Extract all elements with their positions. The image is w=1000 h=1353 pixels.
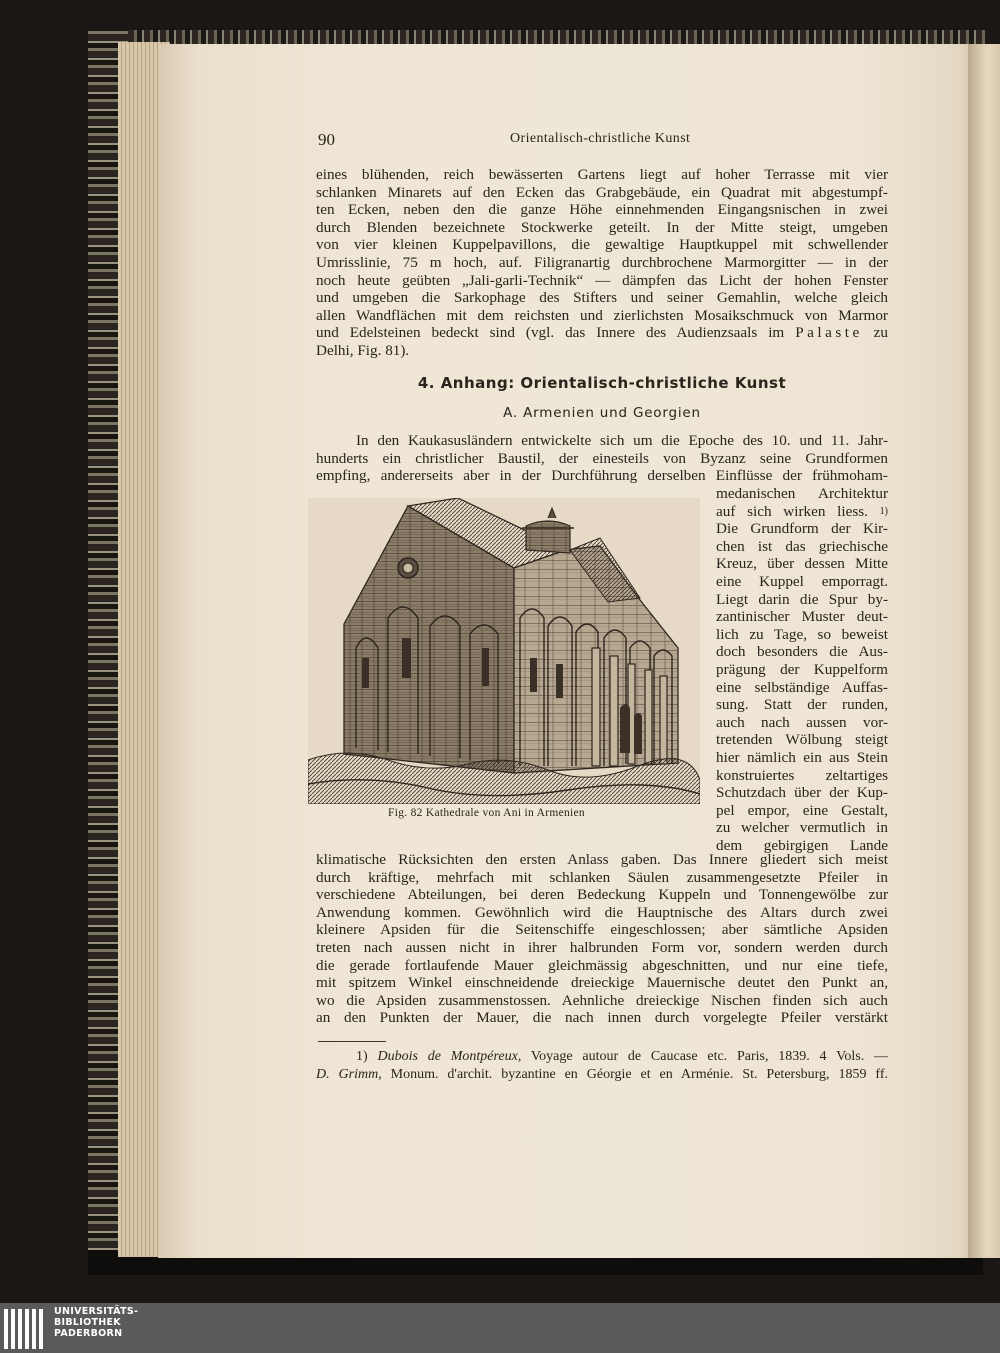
text-line: pel empor, eine Gestalt,: [716, 801, 888, 819]
text-line: doch besonders die Aus-: [716, 643, 888, 661]
text-fragment: und Edelsteinen bedeckt sind (vgl. das Innere des Audienzsaals im: [316, 324, 796, 342]
text-line: klimatische Rücksichten den ersten Anlass gaben. Das Innere gliedert sich meist: [316, 851, 888, 868]
text-line: lich zu Tage, so beweist: [716, 625, 888, 643]
cathedral-engraving-figure: [308, 498, 700, 804]
text-line: auch nach aussen vor-: [716, 713, 888, 731]
text-line: hier nämlich ein aus Stein: [716, 748, 888, 766]
text-line: eine Kuppel emporragt.: [716, 572, 888, 590]
library-name-line3: PADERBORN: [54, 1328, 123, 1339]
text-line: ten Ecken, neben den die ganze Höhe einnehmenden Eingangsnischen in zwei: [316, 201, 888, 219]
figure-caption: Fig. 82 Kathedrale von Ani in Armenien: [388, 807, 585, 819]
text-line: hunderts ein christlicher Baustil, der einesteils von Byzanz seine Grundformen: [316, 449, 888, 467]
text-line: konstruiertes zeltartiges: [716, 766, 888, 784]
text-line: In den Kaukasusländern entwickelte sich um die Epoche des 10. und 11. Jahr-: [356, 432, 888, 449]
text-line: zantinischer Muster deut-: [716, 608, 888, 626]
text-line: durch Blenden bezeichnete Stockwerke geteilt. In der Mitte steigt, umgeben: [316, 218, 888, 236]
library-name-line1: UNIVERSITÄTS-: [54, 1306, 139, 1317]
text-line: prägung der Kuppelform: [716, 660, 888, 678]
running-title: Orientalisch-christliche Kunst: [510, 131, 691, 146]
library-logo-icon: [4, 1305, 48, 1349]
footnote-line: [316, 1048, 888, 1066]
next-page-edge: [968, 44, 1000, 1258]
text-line: medanischen Architektur: [716, 485, 888, 502]
text-line: Schutzdach über der Kup-: [716, 784, 888, 802]
text-line: mit spitzem Winkel einschneidende dreieckige Mauernische deutet den Punkt an,: [316, 974, 888, 992]
footnote-reference: 1): [879, 505, 888, 517]
text-line: dem gebirgigen Lande: [716, 836, 888, 854]
text-line: tretenden Wölbung steigt: [716, 731, 888, 749]
footnote: [316, 1048, 888, 1084]
text-line: empfing, andererseits aber in der Durchführung derselben Einflüsse der frühmoham-: [316, 467, 888, 485]
library-branding-bar: [0, 1303, 1000, 1353]
footnote-author: Dubois de Montpéreux,: [377, 1049, 522, 1064]
text-line: allen Wandflächen mit dem reichsten und zierlichsten Mosaikschmuck von Marmor: [316, 306, 888, 324]
text-line: eine selbständige Auffas-: [716, 678, 888, 696]
footnote-text: Monum. d'archit. byzantine en Géorgie et en Arménie. St. Petersburg, 1859 ff.: [381, 1067, 888, 1082]
text-line: schlanken Minarets auf den Ecken das Grabgebäude, ein Quadrat mit abgestumpf-: [316, 183, 888, 201]
text-line: Umrisslinie, 75 m hoch, auf. Filigranartig durchbrochene Marmorgitter — in der: [316, 253, 888, 271]
intro-paragraph: [316, 166, 888, 360]
subsection-heading: A. Armenien und Georgien: [503, 405, 701, 421]
section-heading: 4. Anhang: Orientalisch-christliche Kunst: [417, 374, 787, 392]
page-number: 90: [318, 130, 335, 149]
text-line: Delhi, Fig. 81).: [316, 341, 410, 359]
cathedral-dome-drum: [526, 521, 570, 553]
text-line: eines blühenden, reich bewässerten Gartens liegt auf hoher Terrasse mit vier: [316, 166, 888, 183]
footnote-text: Voyage autour de Caucase etc. Paris, 1839. 4 Vols. —: [521, 1049, 888, 1064]
text-line: wo die Apsiden zusammenstossen. Aehnliche dreieckige Nischen finden sich auch: [316, 991, 888, 1009]
text-line: verschiedene Abteilungen, bei deren Bedeckung Kuppeln und Tonnengewölbe zur: [316, 886, 888, 904]
text-line: chen ist das griechische: [716, 537, 888, 555]
paragraph-armenia-bottom: [316, 851, 888, 1027]
text-line: Kreuz, über dessen Mitte: [716, 555, 888, 573]
paragraph-armenia-top: [316, 432, 888, 485]
text-line: Liegt darin die Spur by-: [716, 590, 888, 608]
footnote-line: [316, 1066, 888, 1084]
text-fragment: auf sich wirken liess.: [716, 502, 880, 520]
spaced-word: Palaste: [795, 324, 863, 342]
text-line: sung. Statt der runden,: [716, 696, 888, 714]
text-line: von vier kleinen Kuppelpavillons, die gewaltige Hauptkuppel mit schwellender: [316, 236, 888, 254]
text-line: an den Punkten der Mauer, die nach innen durch vorgelegte Pfeiler verstärkt: [316, 1009, 888, 1027]
footnote-author: D. Grimm,: [316, 1067, 382, 1082]
text-line: und umgeben die Sarkophage des Stifters und seiner Gemahlin, welche gleich: [316, 289, 888, 307]
footnote-rule: [318, 1041, 386, 1042]
text-line: die gerade fortlaufende Mauer gleichmässig abgeschnitten, und nur eine tiefe,: [316, 956, 888, 974]
text-fragment: zu: [862, 324, 888, 342]
text-line: treten nach aussen nicht in ihrer halbrunden Form vor, sondern werden durch: [316, 938, 888, 956]
text-line: kleinere Apsiden für die Seitenschiffe eingeschlossen; aber sämtliche Apsiden: [316, 921, 888, 939]
text-line: durch kräftige, mehrfach mit schlanken Säulen zusammengesetzte Pfeiler in: [316, 868, 888, 886]
text-line: [716, 503, 888, 521]
library-name-line2: BIBLIOTHEK: [54, 1317, 121, 1328]
text-line: Anwendung kommen. Gewöhnlich wird die Hauptnische des Altars durch zwei: [316, 903, 888, 921]
text-line: [316, 324, 888, 342]
running-header: [318, 130, 888, 152]
paragraph-column-beside-figure: [716, 485, 888, 854]
footnote-marker: 1): [356, 1049, 368, 1064]
text-line: zu welcher vermutlich in: [716, 819, 888, 837]
text-line: noch heute geübten „Jali-garli-Technik“ — dämpfen das Licht der hohen Fenster: [316, 271, 888, 289]
text-line: Die Grundform der Kir-: [716, 520, 888, 538]
